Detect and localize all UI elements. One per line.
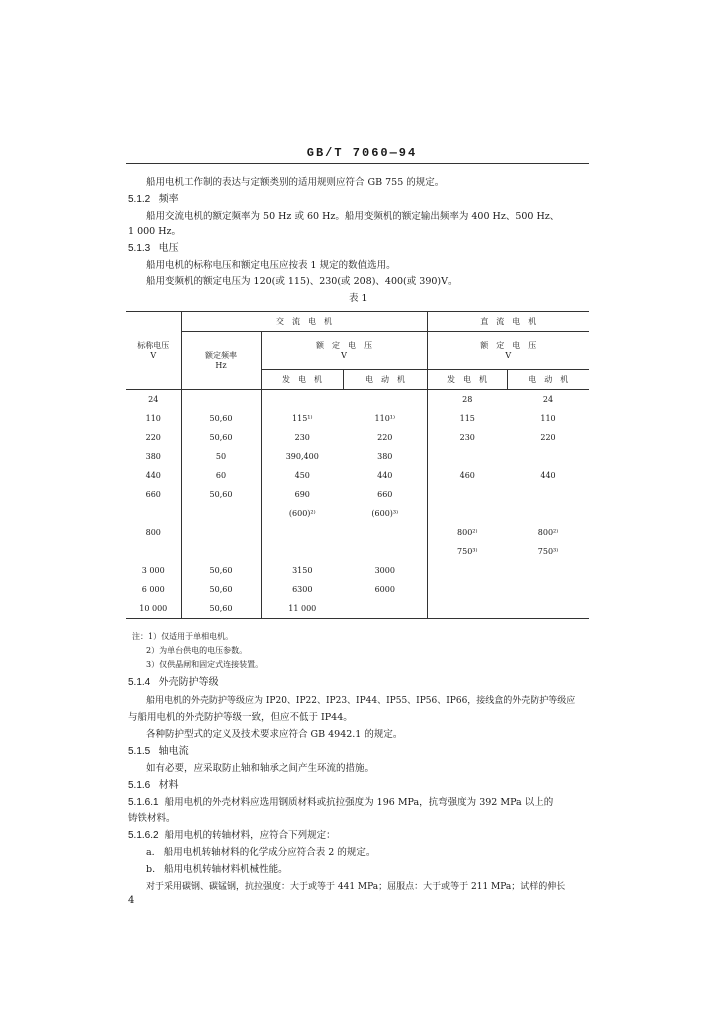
list-marker: a. xyxy=(146,847,155,858)
table-row xyxy=(126,485,589,504)
table-cell: 50,60 xyxy=(181,561,261,580)
table-cell: 750³⁾ xyxy=(537,546,559,556)
table-note: 2）为单台供电的电压参数。 xyxy=(146,646,248,655)
section-5-1-6-heading xyxy=(128,779,179,793)
header-nominal-label: 标称电压 xyxy=(137,340,170,350)
table-cell xyxy=(181,523,261,542)
paragraph-line: 铸铁材料。 xyxy=(128,813,176,824)
paragraph-line: 船用电机的标称电压和额定电压应按表 1 规定的数值选用。 xyxy=(146,260,396,271)
table-cell xyxy=(507,485,589,504)
table-cell: 3150 xyxy=(261,561,343,580)
table-cell: 440 xyxy=(145,470,161,480)
section-number: 5.1.6 xyxy=(128,780,151,791)
table-cell: 24 xyxy=(542,394,554,404)
table-cell: 450 xyxy=(261,466,343,485)
table-cell: 50,60 xyxy=(181,599,261,619)
header-frequency-label: 额定频率 xyxy=(205,350,237,360)
header-nominal-unit: V xyxy=(150,350,157,360)
table-cell xyxy=(343,542,427,561)
table-cell: 115¹⁾ xyxy=(261,409,343,428)
table-cell: 750³⁾ xyxy=(427,542,507,561)
table-cell: 390,400 xyxy=(261,447,343,466)
list-text: 船用电机转轴材料机械性能。 xyxy=(164,864,288,875)
header-ac-rated-unit: V xyxy=(341,350,347,360)
table-cell: 380 xyxy=(377,451,393,461)
table-body xyxy=(126,390,589,619)
list-text: 船用电机转轴材料的化学成分应符合表 2 的规定。 xyxy=(163,847,376,858)
section-title: 材料 xyxy=(158,780,179,791)
section-title: 电压 xyxy=(158,243,179,254)
table-cell: (600)²⁾ xyxy=(261,504,343,523)
table-cell xyxy=(181,390,261,410)
header-ac-motor: 电 动 机 xyxy=(343,370,427,390)
table-cell xyxy=(126,542,181,561)
section-title: 频率 xyxy=(158,194,179,205)
table-cell: 800 xyxy=(145,527,161,537)
header-ac-rated-label: 额 定 电 压 xyxy=(316,340,372,350)
table-caption: 表 1 xyxy=(349,293,368,304)
table-cell: (600)³⁾ xyxy=(371,508,399,518)
table-cell: 6000 xyxy=(374,584,395,594)
table-cell: 690 xyxy=(261,485,343,504)
header-dc-motor: 电 动 机 xyxy=(507,370,589,390)
section-5-1-2-heading xyxy=(128,193,179,207)
header-ac-rated-voltage xyxy=(261,332,427,370)
header-dc-rated-label: 额 定 电 压 xyxy=(480,340,537,350)
table-cell xyxy=(427,580,507,599)
table-cell xyxy=(343,523,427,542)
table-row xyxy=(126,390,589,410)
table-row xyxy=(126,523,589,542)
paragraph-line: 如有必要，应采取防止轴和轴承之间产生环流的措施。 xyxy=(146,763,375,774)
table-cell xyxy=(343,390,427,410)
table-cell: 220 xyxy=(540,432,556,442)
table-cell: 230 xyxy=(427,428,507,447)
table-cell: 3 000 xyxy=(141,565,165,575)
list-marker: b. xyxy=(146,864,156,875)
table-cell: 10 000 xyxy=(126,599,181,619)
section-number: 5.1.5 xyxy=(128,746,151,757)
table-row xyxy=(126,447,589,466)
table-cell: 110 xyxy=(145,413,161,423)
table-cell: 50,60 xyxy=(181,428,261,447)
table-cell: 11 000 xyxy=(261,599,343,619)
table-cell: 115 xyxy=(427,409,507,428)
table-cell: 24 xyxy=(148,394,159,404)
section-5-1-5-heading xyxy=(128,745,189,759)
header-rated-frequency xyxy=(181,332,261,390)
section-number: 5.1.3 xyxy=(128,243,151,254)
table-cell xyxy=(343,599,427,619)
header-ac-machines: 交 流 电 机 xyxy=(181,312,427,332)
table-cell: 460 xyxy=(427,466,507,485)
table-cell xyxy=(261,390,343,410)
table-cell: 800²⁾ xyxy=(537,527,559,537)
list-item-b xyxy=(146,863,288,877)
paragraph-5-1-6-2 xyxy=(128,829,336,843)
table-cell xyxy=(126,504,181,523)
table-cell: 440 xyxy=(540,470,556,480)
list-item-a xyxy=(146,846,375,860)
table-row xyxy=(126,561,589,580)
table-cell: 50,60 xyxy=(181,409,261,428)
paragraph-line: 1 000 Hz。 xyxy=(128,226,182,237)
header-dc-rated-voltage xyxy=(427,332,589,370)
table-row xyxy=(126,504,589,523)
voltage-table xyxy=(126,311,589,619)
paragraph-line: 各种防护型式的定义及技术要求应符合 GB 4942.1 的规定。 xyxy=(146,729,403,740)
section-5-1-3-heading xyxy=(128,242,179,256)
table-cell: 6 000 xyxy=(141,584,165,594)
paragraph-line: 对于采用碳钢、碳锰钢，抗拉强度：大于或等于 441 MPa；屈服点：大于或等于 211 MPa；试样的伸长 xyxy=(146,882,566,892)
table-cell: 440 xyxy=(377,470,393,480)
table-cell xyxy=(427,447,507,466)
paragraph-line: 船用变频机的额定电压为 120(或 115)、230(或 208)、400(或 390)V。 xyxy=(146,276,458,287)
table-cell: 50,60 xyxy=(181,580,261,599)
table-notes xyxy=(132,630,263,672)
table-cell: 3000 xyxy=(374,565,395,575)
section-title: 轴电流 xyxy=(158,746,189,757)
table-row xyxy=(126,409,589,428)
table-cell: 220 xyxy=(377,432,393,442)
paragraph-5-1-6-1 xyxy=(128,796,553,810)
table-cell: 110 xyxy=(540,413,556,423)
table-cell: 380 xyxy=(145,451,161,461)
table-cell xyxy=(427,599,507,619)
section-number: 5.1.4 xyxy=(128,677,151,688)
table-cell xyxy=(261,542,343,561)
page-number: 4 xyxy=(128,895,135,906)
paragraph-line: 船用电机的外壳防护等级应为 IP20、IP22、IP23、IP44、IP55、IP56、IP66，接线盒的外壳防护等级应 xyxy=(146,696,576,706)
paragraph-text: 船用电机的外壳材料应选用钢质材料或抗拉强度为 196 MPa，抗弯强度为 392 MPa 以上的 xyxy=(164,797,554,808)
table-cell: 50,60 xyxy=(181,485,261,504)
table-cell xyxy=(261,523,343,542)
section-5-1-4-heading xyxy=(128,676,219,690)
intro-paragraph: 船用电机工作制的表达与定额类别的适用规则应符合 GB 755 的规定。 xyxy=(146,177,445,188)
table-cell: 28 xyxy=(427,390,507,410)
section-title: 外壳防护等级 xyxy=(158,677,219,688)
header-dc-rated-unit: V xyxy=(505,350,512,360)
table-note: 3）仅供晶闸和固定式连接装置。 xyxy=(146,660,264,669)
table-cell xyxy=(427,485,507,504)
table-cell: 60 xyxy=(181,466,261,485)
header-ac-generator: 发 电 机 xyxy=(261,370,343,390)
section-number: 5.1.6.2 xyxy=(128,830,159,841)
table-cell xyxy=(507,580,589,599)
table-row xyxy=(126,428,589,447)
table-cell: 660 xyxy=(377,489,393,499)
table-cell: 230 xyxy=(261,428,343,447)
header-rule xyxy=(126,163,589,164)
table-cell: 6300 xyxy=(261,580,343,599)
section-number: 5.1.6.1 xyxy=(128,797,159,808)
header-dc-generator: 发 电 机 xyxy=(427,370,507,390)
table-row xyxy=(126,466,589,485)
paragraph-line: 船用交流电机的额定频率为 50 Hz 或 60 Hz。船用变频机的额定输出频率为 400 Hz、500 Hz、 xyxy=(146,211,560,222)
table-cell xyxy=(507,561,589,580)
table-cell: 50 xyxy=(181,447,261,466)
table-cell xyxy=(507,447,589,466)
header-dc-machines: 直 流 电 机 xyxy=(427,312,589,332)
table-cell xyxy=(427,504,507,523)
paragraph-text: 船用电机的转轴材料，应符合下列规定： xyxy=(164,830,336,841)
table-cell xyxy=(507,504,589,523)
header-frequency-unit: Hz xyxy=(215,360,227,370)
table-row xyxy=(126,599,589,619)
table-cell: 660 xyxy=(145,489,161,499)
table-row xyxy=(126,542,589,561)
table-cell xyxy=(181,504,261,523)
standard-code-header: GB/T 7060—94 xyxy=(306,146,418,160)
table-cell: 800²⁾ xyxy=(427,523,507,542)
header-nominal-voltage xyxy=(126,312,181,390)
table-cell xyxy=(427,561,507,580)
table-cell: 110¹⁾ xyxy=(374,413,395,423)
table-cell xyxy=(507,599,589,619)
section-number: 5.1.2 xyxy=(128,194,151,205)
table-note: 注：1）仅适用于单相电机。 xyxy=(132,632,234,641)
table-row xyxy=(126,580,589,599)
table-cell xyxy=(181,542,261,561)
paragraph-line: 与船用电机的外壳防护等级一致，但应不低于 IP44。 xyxy=(128,712,353,723)
table-cell: 220 xyxy=(145,432,161,442)
